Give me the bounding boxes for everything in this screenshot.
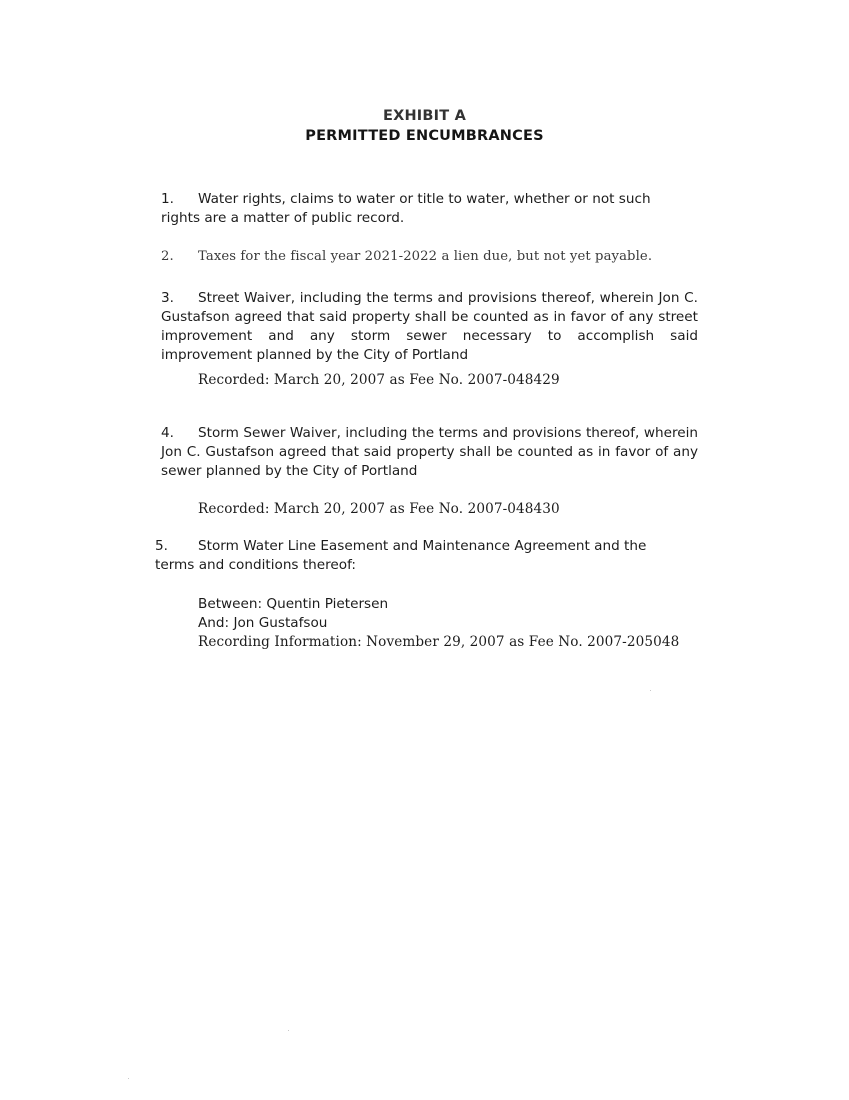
item-4-text: Storm Sewer Waiver, including the terms and provisions thereof, wherein Jon C. Gustafson agreed that said property shall be counted as in favor of any sewer planned by the City of Portland: [161, 425, 698, 479]
item-5-between: Between: Quentin Pietersen: [198, 596, 389, 612]
item-1: [161, 190, 661, 228]
item-3: [161, 289, 698, 365]
exhibit-label: EXHIBIT A: [382, 108, 467, 124]
item-4-number: 4.: [161, 425, 174, 441]
item-5-and: And: Jon Gustafsou: [198, 615, 328, 631]
item-5-number: 5.: [155, 538, 168, 554]
scan-speck: [128, 1078, 129, 1079]
item-5-text: Storm Water Line Easement and Maintenance Agreement and the terms and conditions thereof:: [155, 538, 647, 573]
item-4-recorded: Recorded: March 20, 2007 as Fee No. 2007-048430: [198, 501, 560, 517]
item-2: [161, 247, 721, 266]
item-4: [161, 424, 698, 481]
item-1-text: Water rights, claims to water or title to water, whether or not such rights are a matter of public record.: [161, 191, 651, 226]
item-3-text: Street Waiver, including the terms and provisions thereof, wherein Jon C. Gustafson agreed that said property shall be counted as in favor of any street improvement and any storm sewer necessary to accomplish said improvement planned by the City of Portland: [161, 290, 698, 363]
item-3-number: 3.: [161, 290, 174, 306]
document-title: PERMITTED ENCUMBRANCES: [305, 128, 544, 144]
item-2-text: Taxes for the fiscal year 2021-2022 a lien due, but not yet payable.: [198, 249, 653, 264]
item-3-recorded: Recorded: March 20, 2007 as Fee No. 2007-048429: [198, 372, 560, 388]
item-5: [155, 537, 655, 575]
scan-speck: [288, 1030, 289, 1031]
scan-speck: [650, 690, 651, 691]
item-1-number: 1.: [161, 191, 174, 207]
item-5-recording: Recording Information: November 29, 2007 as Fee No. 2007-205048: [198, 634, 680, 650]
item-2-number: 2.: [161, 249, 174, 264]
